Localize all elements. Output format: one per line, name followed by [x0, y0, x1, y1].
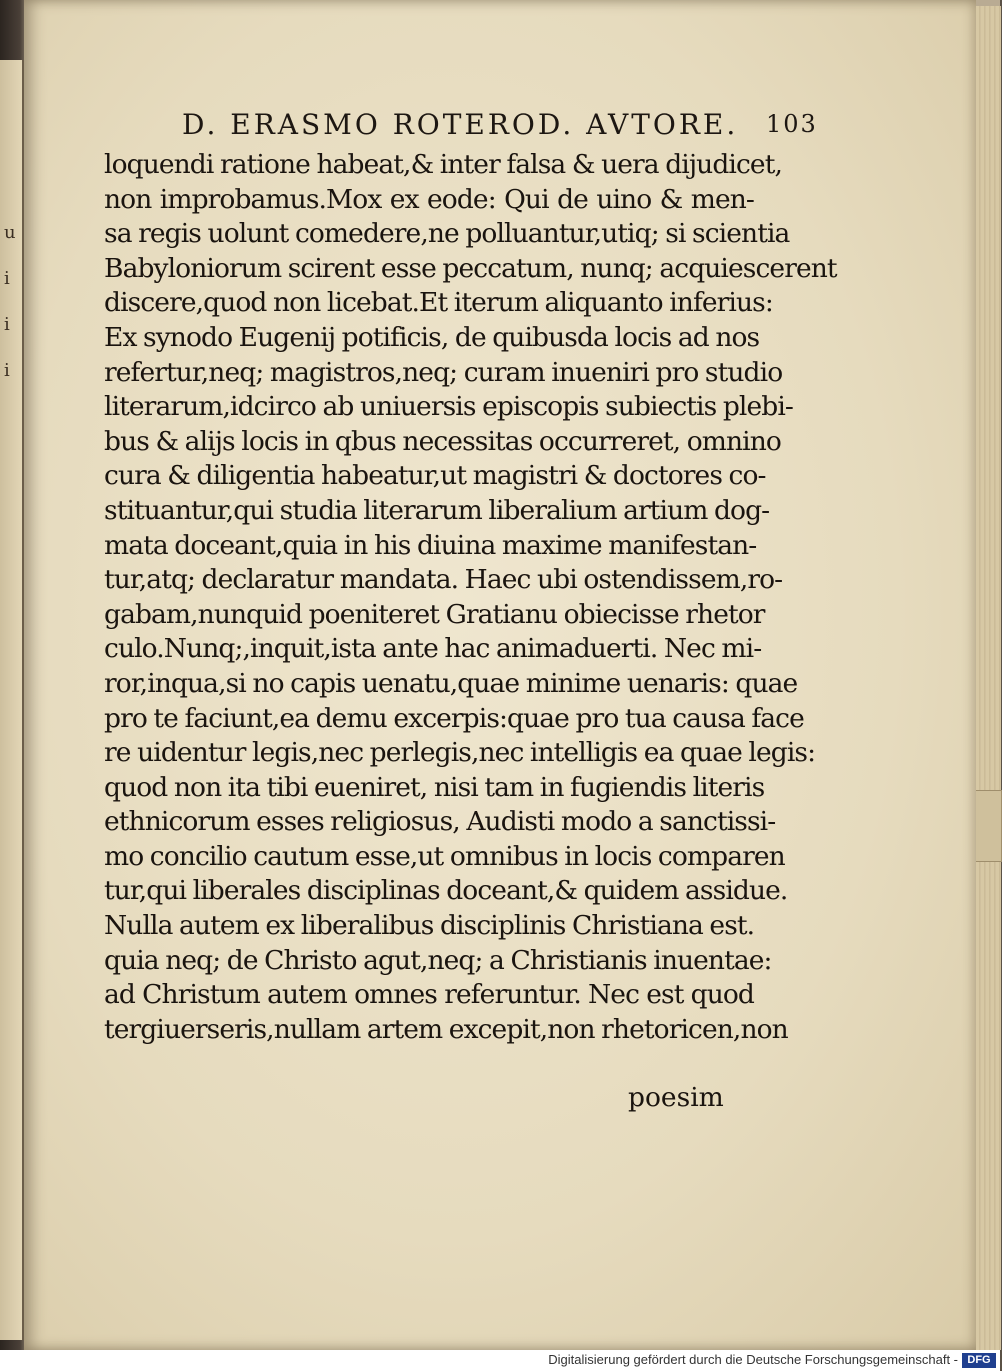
text-line: discere,quod non licebat.Et iterum aliquanto inferius:	[104, 287, 773, 319]
text-line: Babyloniorum scirent esse peccatum, nunq; acquiescerent	[104, 252, 837, 284]
text-line: Nulla autem ex liberalibus disciplinis Christiana est.	[104, 910, 755, 942]
facing-mark: i	[4, 314, 10, 335]
text-line: ror,inqua,si no capis uenatu,quae minime uenaris: quae	[104, 667, 798, 699]
text-line: Ex synodo Eugenij potificis, de quibusda locis ad nos	[104, 321, 760, 353]
facing-page-edge	[0, 60, 24, 1340]
text-line: cura & diligentia habeatur,ut magistri & doctores co-	[104, 460, 766, 492]
text-line: culo.Nunq;,inquit,ista ante hac animaduerti. Nec mi-	[104, 633, 762, 665]
text-line: pro te faciunt,ea demu excerpis:quae pro tua causa face	[104, 702, 804, 734]
body-text	[104, 148, 837, 1047]
text-line: tur,atq; declaratur mandata. Haec ubi ostendissem,ro-	[104, 564, 783, 596]
text-line: literarum,idcirco ab uniuersis episcopis subiectis plebi-	[104, 391, 793, 423]
text-line: re uidentur legis,nec perlegis,nec intelligis ea quae legis:	[104, 737, 816, 769]
catchword: poesim	[628, 1082, 724, 1113]
facing-mark: i	[4, 360, 10, 381]
page-header	[182, 108, 822, 148]
facing-mark: i	[4, 268, 10, 289]
text-line: gabam,nunquid poeniteret Gratianu obiecisse rhetor	[104, 598, 765, 630]
facing-mark: u	[4, 222, 16, 243]
text-line: quod non ita tibi eueniret, nisi tam in fugiendis literis	[104, 771, 765, 803]
text-line: tergiuerseris,nullam artem excepit,non rhetoricen,non	[104, 1013, 788, 1045]
text-line: sa regis uolunt comedere,ne polluantur,utiq; si scientia	[104, 218, 790, 250]
footer-credit: Digitalisierung gefördert durch die Deutsche Forschungsgemeinschaft -	[548, 1352, 958, 1367]
text-line: loquendi ratione habeat,& inter falsa & uera dijudicet,	[104, 149, 782, 180]
text-line: non improbamus.Mox ex eode: Qui de uino & men-	[104, 183, 754, 215]
page-number: 103	[766, 110, 818, 138]
facing-page-marks	[4, 210, 18, 394]
text-line: ethnicorum esses religiosus, Audisti modo a sanctissi-	[104, 806, 776, 838]
text-line: quia neq; de Christo agut,neq; a Christianis inuentae:	[104, 944, 772, 976]
text-line: ad Christum autem omnes referuntur. Nec est quod	[104, 979, 754, 1011]
text-line: tur,qui liberales disciplinas doceant,& quidem assidue.	[104, 875, 788, 907]
dfg-logo[interactable]: DFG	[962, 1353, 996, 1368]
text-line: mo concilio cautum esse,ut omnibus in locis comparen	[104, 840, 785, 872]
text-line: refertur,neq; magistros,neq; curam inueniri pro studio	[104, 356, 783, 388]
digitization-footer	[0, 1350, 1000, 1371]
text-line: stituantur,qui studia literarum liberalium artium dog-	[104, 494, 770, 526]
running-title: D. ERASMO ROTEROD. AVTORE.	[182, 108, 739, 141]
text-line: bus & alijs locis in qbus necessitas occurreret, omnino	[104, 425, 781, 457]
text-line: mata doceant,quia in his diuina maxime manifestan-	[104, 529, 757, 561]
